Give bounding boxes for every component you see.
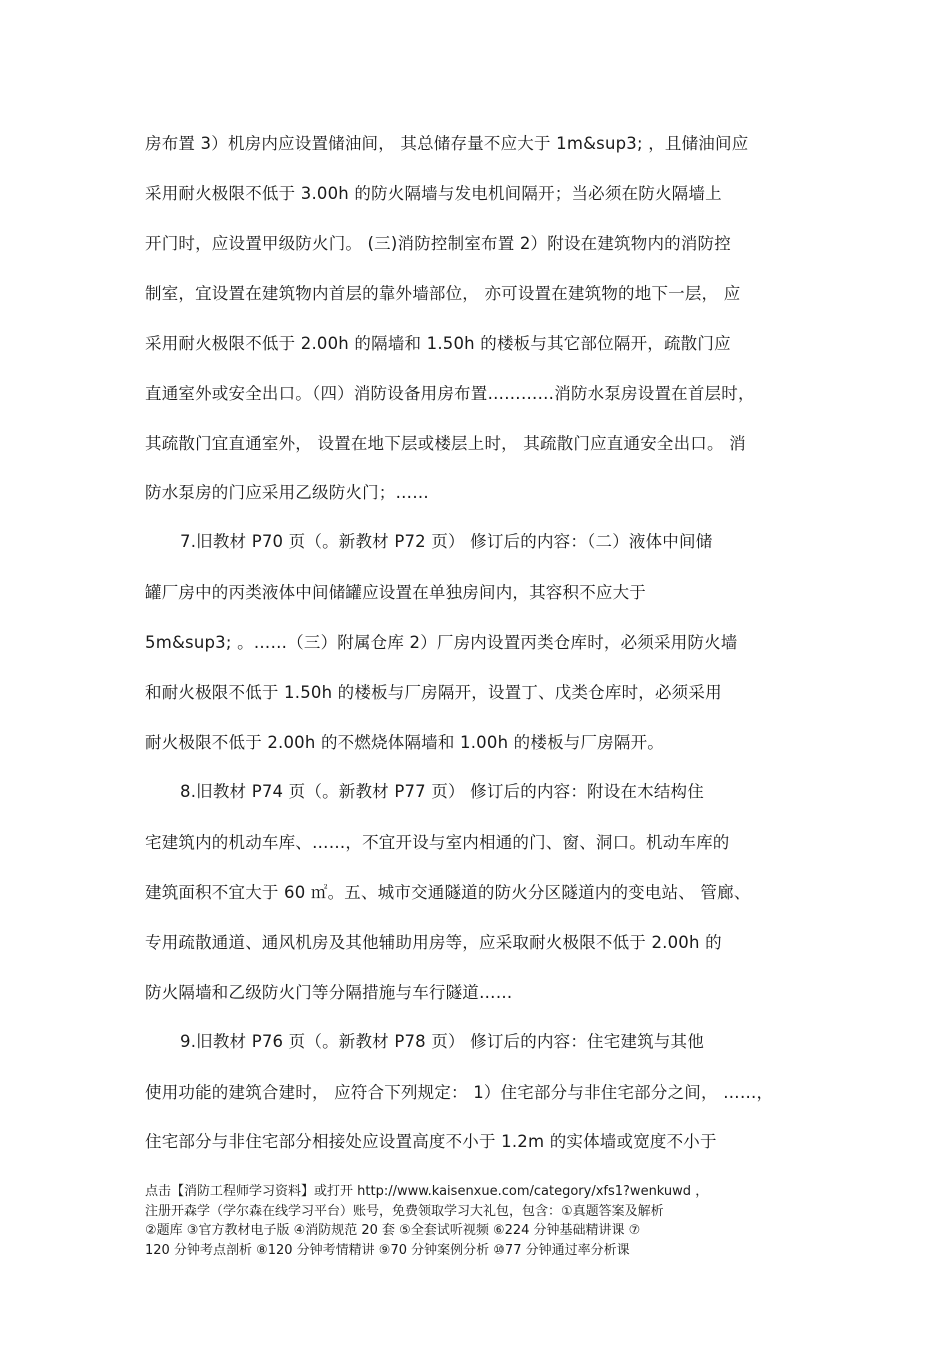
- section-heading-7: 7.旧教材 P70 页（。新教材 P72 页） 修订后的内容：（二）液体中间储: [180, 532, 713, 551]
- body-line: 耐火极限不低于 2.00h 的不燃烧体隔墙和 1.00h 的楼板与厂房隔开。: [145, 733, 664, 752]
- body-line: 住宅部分与非住宅部分相接处应设置高度不小于 1.2m 的实体墙或宽度不小于: [145, 1132, 717, 1151]
- body-line: 房布置 3）机房内应设置储油间， 其总储存量不应大于 1m&sup3; ，且储油间应: [145, 134, 749, 153]
- body-line: 制室，宜设置在建筑物内首层的靠外墙部位， 亦可设置在建筑物的地下一层， 应: [145, 284, 741, 303]
- footer-line: 120 分钟考点剖析 ⑧120 分钟考情精讲 ⑨70 分钟案例分析 ⑩77 分钟通过率分析课: [145, 1242, 630, 1258]
- body-line: 专用疏散通道、通风机房及其他辅助用房等，应采取耐火极限不低于 2.00h 的: [145, 933, 722, 952]
- body-line: 罐厂房中的丙类液体中间储罐应设置在单独房间内，其容积不应大于: [145, 583, 646, 602]
- body-line: 采用耐火极限不低于 3.00h 的防火隔墙与发电机间隔开；当必须在防火隔墙上: [145, 184, 722, 203]
- body-line: 建筑面积不宜大于 60 ㎡。五、城市交通隧道的防火分区隧道内的变电站、 管廊、: [145, 883, 751, 902]
- body-line: 防水泵房的门应采用乙级防火门；……: [145, 483, 429, 502]
- body-line: 5m&sup3; 。……（三）附属仓库 2）厂房内设置丙类仓库时，必须采用防火墙: [145, 633, 738, 652]
- footer-line: ②题库 ③官方教材电子版 ④消防规范 20 套 ⑤全套试听视频 ⑥224 分钟基础精讲课 ⑦: [145, 1223, 641, 1238]
- body-line: 使用功能的建筑合建时， 应符合下列规定： 1）住宅部分与非住宅部分之间， ……，: [145, 1083, 774, 1102]
- footer-line: 注册开森学（学尔森在线学习平台）账号，免费领取学习大礼包，包含：①真题答案及解析: [145, 1203, 664, 1219]
- body-line: 宅建筑内的机动车库、……，不宜开设与室内相通的门、窗、洞口。机动车库的: [145, 833, 730, 852]
- body-line: 直通室外或安全出口。（四）消防设备用房布置…………消防水泵房设置在首层时，: [145, 384, 755, 403]
- footer-line-link[interactable]: 点击【消防工程师学习资料】或打开 http://www.kaisenxue.com/category/xfs1?wenkuwd ，: [145, 1184, 709, 1199]
- promo-footer: [145, 1182, 815, 1260]
- body-line: 开门时，应设置甲级防火门。 (三)消防控制室布置 2）附设在建筑物内的消防控: [145, 234, 731, 253]
- section-heading-9: 9.旧教材 P76 页（。新教材 P78 页） 修订后的内容：住宅建筑与其他: [180, 1032, 704, 1051]
- body-line: 防火隔墙和乙级防火门等分隔措施与车行隧道……: [145, 983, 513, 1002]
- section-heading-8: 8.旧教材 P74 页（。新教材 P77 页） 修订后的内容：附设在木结构住: [180, 782, 704, 801]
- body-line: 和耐火极限不低于 1.50h 的楼板与厂房隔开，设置丁、戊类仓库时，必须采用: [145, 683, 722, 702]
- body-line: 其疏散门宜直通室外， 设置在地下层或楼层上时， 其疏散门应直通安全出口。 消: [145, 434, 746, 453]
- body-line: 采用耐火极限不低于 2.00h 的隔墙和 1.50h 的楼板与其它部位隔开，疏散门应: [145, 334, 731, 353]
